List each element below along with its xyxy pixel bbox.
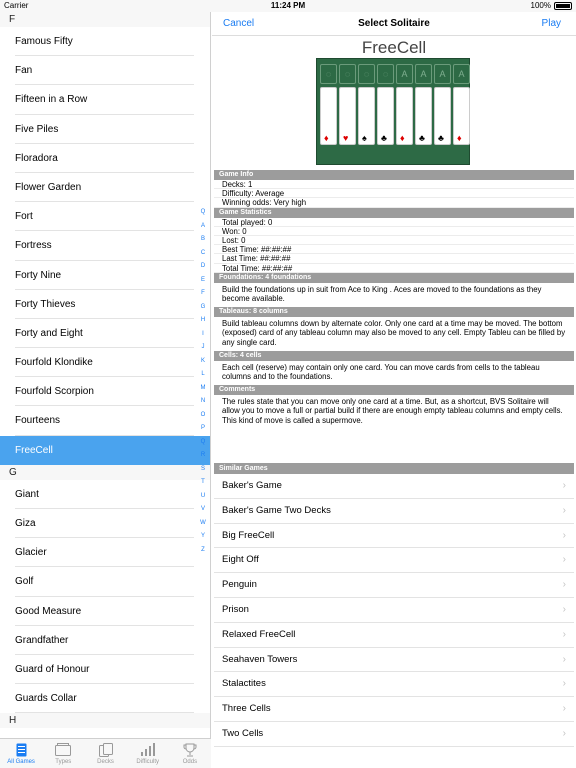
index-letter[interactable]: O (200, 411, 206, 418)
game-preview-image (316, 58, 470, 165)
similar-game-row[interactable] (214, 598, 574, 623)
similar-game-row[interactable] (214, 697, 574, 722)
tab-all-games[interactable] (0, 739, 42, 768)
similar-game-row[interactable] (214, 573, 574, 598)
game-title: FreeCell (361, 38, 427, 57)
tab-label: Types (55, 759, 72, 765)
index-letter[interactable]: T (201, 479, 205, 485)
chevron-right-icon: › (562, 554, 566, 566)
battery-percent: 100% (530, 1, 551, 10)
tableau-column (358, 87, 375, 145)
tab-label: Difficulty (136, 759, 159, 765)
carrier-label: Carrier (4, 1, 29, 10)
list-item[interactable]: Forty Nine (0, 261, 210, 290)
section-header: H (0, 713, 210, 728)
similar-game-row[interactable] (214, 524, 574, 549)
navigation-bar (212, 12, 576, 36)
section-header: G (0, 465, 210, 480)
similar-game-label: Baker's Game (222, 480, 282, 491)
status-bar (0, 0, 576, 12)
list-item[interactable]: Golf (0, 567, 210, 596)
index-letter[interactable]: F (201, 290, 205, 296)
list-item[interactable]: Floradora (0, 144, 210, 173)
index-letter[interactable]: P (200, 425, 205, 431)
list-item[interactable]: Fort (0, 202, 210, 231)
stat-line: Best Time: ##:##:## (214, 245, 574, 254)
index-letter[interactable]: Q (200, 438, 206, 445)
game-info-panel (214, 170, 574, 429)
index-letter[interactable]: I (202, 330, 204, 337)
list-item[interactable]: Giza (0, 509, 210, 538)
info-line: Difficulty: Average (214, 189, 574, 198)
stat-line: Total Time: ##:##:## (214, 264, 574, 273)
index-letter[interactable]: Z (201, 546, 205, 553)
stat-line: Won: 0 (214, 227, 574, 236)
tableaus-text: Build tableau columns down by alternate color. Only one card at a time may be moved. The bottom (exposed) card of any tableau column may also be moved to any cell. Empty Tableu can be filled by any single card. (222, 318, 566, 348)
info-line: Winning odds: Very high (214, 198, 574, 207)
types-icon (55, 742, 71, 757)
statistics-header: Game Statistics (214, 208, 574, 218)
similar-game-row[interactable] (214, 672, 574, 697)
cells-text: Each cell (reserve) may contain only one card. You can move cards from cells to the tableau columns and to the foundations. (222, 362, 540, 382)
similar-game-label: Three Cells (222, 703, 271, 715)
list-item[interactable]: Five Piles (0, 115, 210, 144)
list-item[interactable]: Fourfold Klondike (0, 348, 210, 377)
stat-line: Total played: 0 (214, 218, 574, 227)
difficulty-icon (140, 742, 156, 757)
detail-pane (212, 12, 576, 768)
similar-games (214, 463, 574, 747)
comments-text: The rules state that you can move only one card at a time. But, as a shortcut, BVS Solitaire will allow you to move a full or partial build if there are enough empty tableau columns and empty cells. This kind of move is called a supermove. (222, 396, 563, 426)
similar-game-row[interactable] (214, 548, 574, 573)
tab-odds[interactable] (169, 739, 211, 768)
similar-game-label: Big FreeCell (222, 529, 275, 541)
tab-label: Odds (182, 759, 198, 765)
similar-game-row[interactable] (214, 648, 574, 673)
similar-game-label: Relaxed FreeCell (222, 628, 296, 640)
battery-indicator (531, 1, 572, 10)
tab-label: All Games (7, 759, 35, 765)
spade-icon: ♠ (362, 133, 367, 143)
tab-bar (0, 738, 211, 768)
comments-header: Comments (214, 385, 574, 395)
similar-games-header: Similar Games (214, 463, 574, 474)
club-icon: ♣ (438, 133, 444, 143)
free-cell-slot: ◌ (358, 64, 375, 84)
page-title: Select Solitaire (358, 18, 430, 29)
tab-label: Decks (97, 759, 114, 765)
free-cell-slot: ◌ (377, 64, 394, 84)
tab-difficulty[interactable] (127, 739, 169, 768)
list-item[interactable]: Guard of Honour (0, 655, 210, 684)
list-item[interactable]: Forty Thieves (0, 290, 210, 319)
list-item[interactable]: Fortress (0, 231, 210, 260)
list-item[interactable]: FreeCell (0, 436, 210, 465)
index-letter[interactable]: W (200, 519, 206, 526)
similar-game-label: Baker's Game Two Decks (222, 504, 331, 516)
index-letter[interactable]: U (200, 492, 206, 499)
similar-game-label: Seahaven Towers (222, 653, 298, 665)
tableau-column (396, 87, 413, 145)
index-letter[interactable]: M (200, 384, 206, 391)
chevron-right-icon: › (562, 678, 566, 690)
battery-icon (554, 2, 572, 10)
diamond-icon: ♦ (457, 133, 462, 143)
index-letter[interactable]: H (200, 317, 206, 323)
list-item[interactable]: Giant (0, 480, 210, 509)
section-index[interactable] (197, 206, 209, 557)
chevron-right-icon: › (562, 579, 566, 591)
diamond-icon: ♦ (324, 133, 329, 143)
chevron-right-icon: › (562, 603, 566, 615)
club-icon: ♣ (381, 133, 387, 143)
tab-types[interactable] (42, 739, 84, 768)
tableau-column (415, 87, 432, 145)
tableau-columns (320, 87, 470, 145)
index-letter[interactable]: L (201, 371, 205, 377)
tableau-column (453, 87, 470, 145)
decks-icon (99, 742, 113, 757)
similar-game-label: Prison (222, 603, 249, 615)
similar-game-label: Stalactites (222, 678, 266, 690)
clock: 11:24 PM (270, 1, 306, 10)
foundation-slot: A (396, 64, 413, 84)
index-letter[interactable]: A (200, 222, 205, 229)
index-letter[interactable]: G (200, 303, 206, 310)
list-item[interactable]: Fourfold Scorpion (0, 377, 210, 406)
similar-game-label: Penguin (222, 579, 257, 591)
play-button[interactable]: Play (541, 18, 561, 29)
list-item[interactable]: Forty and Eight (0, 319, 210, 348)
similar-game-row[interactable] (214, 722, 574, 747)
club-icon: ♣ (419, 133, 425, 143)
cells-header: Cells: 4 cells (214, 351, 574, 361)
index-letter[interactable]: Y (200, 533, 205, 539)
list-icon (16, 742, 27, 757)
chevron-right-icon: › (562, 653, 566, 665)
game-list[interactable] (0, 12, 211, 738)
index-letter[interactable]: S (200, 465, 205, 472)
index-letter[interactable]: Q (200, 209, 206, 215)
free-cell-slot: ◌ (339, 64, 356, 84)
index-letter[interactable]: B (200, 236, 205, 242)
foundations-text: Build the foundations up in suit from Ace to King . Aces are moved to the foundations as they become available. (222, 284, 542, 304)
chevron-right-icon: › (562, 628, 566, 640)
heart-icon: ♥ (343, 133, 349, 143)
tableau-column (320, 87, 337, 145)
trophy-icon (183, 742, 197, 757)
similar-game-row[interactable] (214, 499, 574, 524)
list-item[interactable]: Fifteen in a Row (0, 85, 210, 114)
stat-line: Last Time: ##:##:## (214, 254, 574, 263)
section-header: F (0, 12, 210, 27)
free-cell-slot: ◌ (320, 64, 337, 84)
chevron-right-icon: › (562, 480, 566, 491)
list-item[interactable]: Fan (0, 56, 210, 85)
list-item[interactable]: Guards Collar (0, 684, 210, 713)
list-item[interactable]: Fourteens (0, 406, 210, 435)
list-item[interactable]: Good Measure (0, 597, 210, 626)
index-letter[interactable]: R (200, 452, 206, 458)
index-letter[interactable]: E (200, 276, 205, 283)
similar-game-label: Eight Off (222, 554, 259, 566)
list-item[interactable]: Glacier (0, 538, 210, 567)
tableau-column (339, 87, 356, 145)
info-line: Decks: 1 (214, 180, 574, 189)
tableaus-header: Tableaus: 8 columns (214, 307, 574, 317)
index-letter[interactable]: J (201, 344, 205, 350)
tableau-column (377, 87, 394, 145)
chevron-right-icon: › (562, 529, 566, 541)
similar-game-row[interactable] (214, 623, 574, 648)
index-letter[interactable]: V (200, 506, 205, 512)
chevron-right-icon: › (562, 727, 566, 739)
tableau-column (434, 87, 451, 145)
index-letter[interactable]: N (200, 398, 206, 404)
freecell-slots (320, 64, 470, 84)
foundation-slot: A (453, 64, 470, 84)
game-info-header: Game Info (214, 170, 574, 180)
foundation-slot: A (415, 64, 432, 84)
chevron-right-icon: › (562, 703, 566, 715)
similar-game-row[interactable] (214, 474, 574, 499)
index-letter[interactable]: C (200, 249, 206, 256)
index-letter[interactable]: D (200, 263, 206, 269)
similar-game-label: Two Cells (222, 727, 264, 739)
stat-line: Lost: 0 (214, 236, 574, 245)
foundations-header: Foundations: 4 foundations (214, 273, 574, 283)
index-letter[interactable]: K (200, 357, 205, 364)
chevron-right-icon: › (562, 504, 566, 516)
cancel-button[interactable]: Cancel (223, 18, 255, 29)
tab-decks[interactable] (84, 739, 126, 768)
foundation-slot: A (434, 64, 451, 84)
diamond-icon: ♦ (400, 133, 405, 143)
list-item[interactable]: Flower Garden (0, 173, 210, 202)
list-item[interactable]: Grandfather (0, 626, 210, 655)
list-item[interactable]: Famous Fifty (0, 27, 210, 56)
